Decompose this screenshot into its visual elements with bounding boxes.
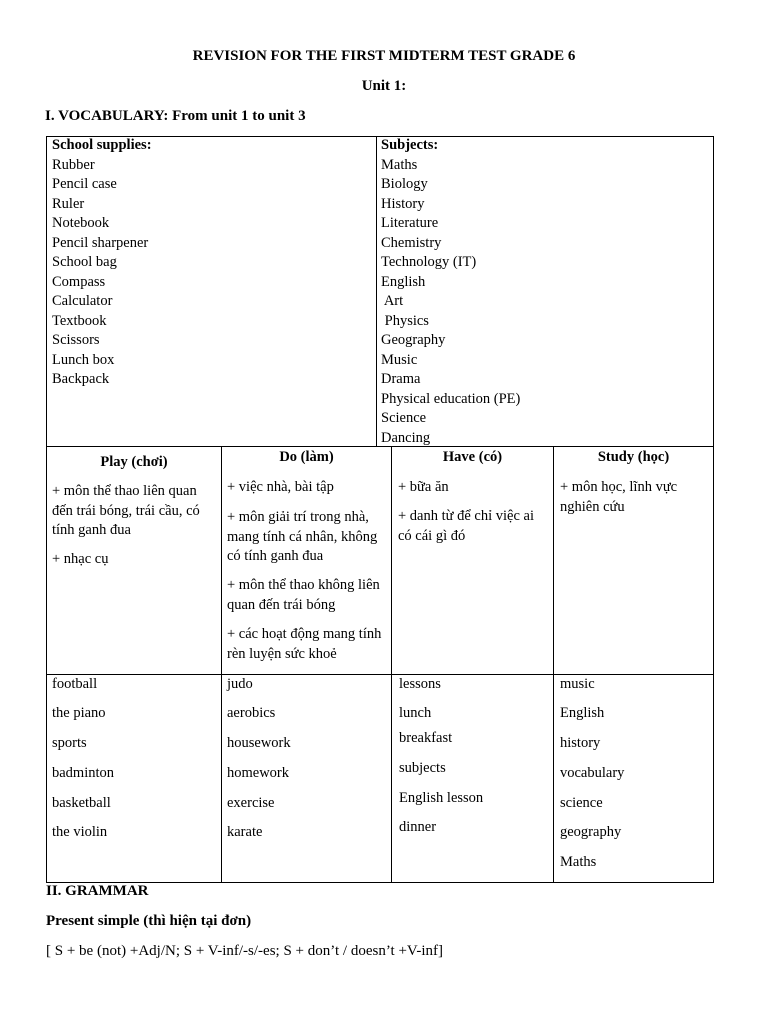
section-vocabulary-heading: I. VOCABULARY: From unit 1 to unit 3 xyxy=(45,108,306,124)
list-item: aerobics xyxy=(227,705,276,721)
list-item: Backpack xyxy=(52,371,110,387)
list-item: Technology (IT) xyxy=(381,254,477,270)
table-border xyxy=(391,446,392,883)
list-item: lessons xyxy=(399,676,441,692)
table-border xyxy=(553,446,554,883)
list-item: history xyxy=(560,735,601,751)
have-heading: Have (có) xyxy=(442,449,503,465)
list-item: Physical education (PE) xyxy=(381,390,521,407)
do-rule: + môn giải trí trong nhà, mang tính cá nhân, không có tính ganh đua xyxy=(227,509,378,564)
school-supplies-heading: School supplies: xyxy=(52,137,152,153)
list-item: Pencil sharpener xyxy=(52,234,149,251)
list-item: sports xyxy=(52,735,87,751)
have-rule: + danh từ để chỉ việc ai có cái gì đó xyxy=(398,508,535,544)
list-item: karate xyxy=(227,824,263,840)
subjects-list xyxy=(381,136,520,448)
list-item: vocabulary xyxy=(560,765,625,781)
have-rule: + bữa ăn xyxy=(398,479,449,495)
list-item: Maths xyxy=(381,156,418,173)
do-heading: Do (làm) xyxy=(279,449,334,465)
list-item: basketball xyxy=(52,795,111,811)
school-supplies-list xyxy=(52,136,152,390)
present-simple-heading: Present simple (thì hiện tại đơn) xyxy=(46,913,252,929)
list-item: the piano xyxy=(52,705,106,721)
list-item: Rubber xyxy=(52,156,95,173)
list-item: homework xyxy=(227,765,290,781)
do-rule: + các hoạt động mang tính rèn luyện sức khoẻ xyxy=(227,626,382,662)
study-rule: + môn học, lĩnh vực nghiên cứu xyxy=(560,479,678,515)
list-item: Art xyxy=(381,293,404,309)
list-item: football xyxy=(52,676,98,692)
list-item: dinner xyxy=(399,819,437,835)
list-item: Compass xyxy=(52,273,106,290)
list-item: Physics xyxy=(381,312,429,329)
table-border xyxy=(221,446,222,883)
list-item: Scissors xyxy=(52,332,100,348)
table-border xyxy=(376,136,377,446)
table-border xyxy=(713,136,714,883)
list-item: English lesson xyxy=(399,790,484,806)
table-border xyxy=(46,446,714,447)
list-item: Calculator xyxy=(52,293,113,309)
list-item: geography xyxy=(560,824,622,840)
list-item: Science xyxy=(381,410,427,426)
list-item: Notebook xyxy=(52,215,110,231)
list-item: History xyxy=(381,195,425,212)
list-item: judo xyxy=(227,676,253,692)
document-title: REVISION FOR THE FIRST MIDTERM TEST GRADE 6 xyxy=(192,48,576,64)
list-item: the violin xyxy=(52,824,108,840)
list-item: English xyxy=(560,705,605,721)
unit-heading: Unit 1: xyxy=(361,78,407,94)
list-item: Textbook xyxy=(52,312,107,329)
list-item: Maths xyxy=(560,854,597,870)
play-rule: + nhạc cụ xyxy=(52,551,109,567)
present-simple-formula: [ S + be (not) +Adj/N; S + V-inf/-s/-es; S + don’t / doesn’t +V-inf] xyxy=(46,943,444,959)
play-heading: Play (chơi) xyxy=(100,454,168,470)
list-item: science xyxy=(560,795,603,811)
list-item: Geography xyxy=(381,332,446,348)
list-item: Biology xyxy=(381,176,428,192)
do-rule: + việc nhà, bài tập xyxy=(227,479,334,495)
list-item: breakfast xyxy=(399,730,453,746)
list-item: School bag xyxy=(52,254,117,270)
section-grammar-heading: II. GRAMMAR xyxy=(46,883,149,899)
list-item: English xyxy=(381,273,426,290)
list-item: Literature xyxy=(381,215,439,231)
list-item: Chemistry xyxy=(381,234,442,251)
subjects-heading: Subjects: xyxy=(381,137,439,153)
table-border xyxy=(46,674,714,675)
list-item: exercise xyxy=(227,795,275,811)
do-rule: + môn thể thao không liên quan đến trái bóng xyxy=(227,577,380,613)
list-item: Ruler xyxy=(52,195,85,212)
list-item: Drama xyxy=(381,371,421,387)
list-item: Pencil case xyxy=(52,176,117,192)
play-rule: + môn thể thao liên quan đến trái bóng, trái cầu, có tính ganh đua xyxy=(52,483,200,538)
list-item: Lunch box xyxy=(52,351,115,368)
list-item: subjects xyxy=(399,760,446,776)
list-item: housework xyxy=(227,735,291,751)
list-item: Dancing xyxy=(381,429,431,446)
list-item: music xyxy=(560,676,595,692)
list-item: lunch xyxy=(399,705,432,721)
table-border xyxy=(46,136,47,883)
list-item: badminton xyxy=(52,765,115,781)
list-item: Music xyxy=(381,351,418,368)
study-heading: Study (học) xyxy=(597,449,670,465)
